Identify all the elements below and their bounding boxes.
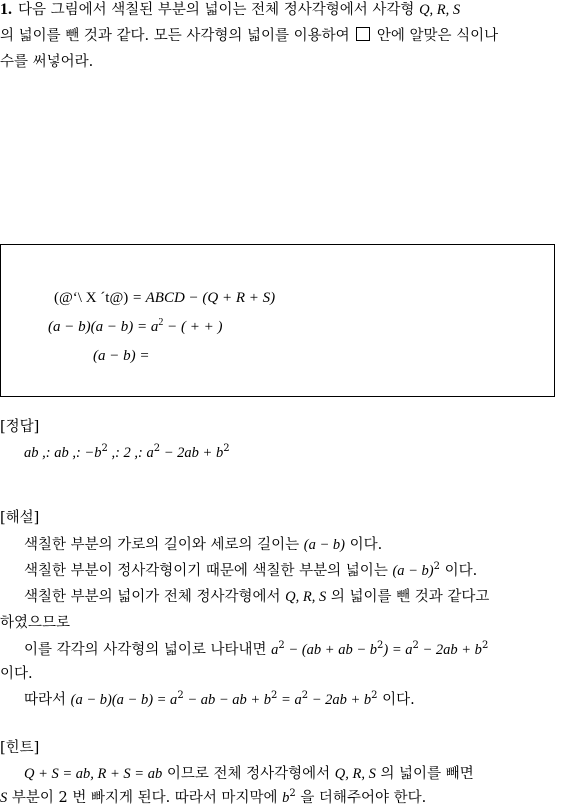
explanation-line-3: 색칠한 부분의 넓이가 전체 정사각형에서 Q, R, S 의 넓이를 뺀 것과 같다고 (24, 589, 490, 605)
equation-2: $(a - b)(a - b) = a^2$ − ( + + ) (48, 317, 223, 335)
hint-line-1: Q + S = ab, R + S = ab 이므로 전체 정사각형에서 Q, R, S 의 넓이를 빼면 (24, 766, 474, 782)
equation-3: (a − b) = (93, 348, 150, 364)
explanation-line-6: 이다. (0, 666, 33, 682)
problem-statement (0, 0, 574, 75)
blank-box-icon (356, 27, 370, 41)
explanation-line-2: 색칠한 부분이 정사각형이기 때문에 색칠한 부분의 넓이는 $(a - b)^2$ 이다. (24, 561, 478, 579)
problem-line-3: 수를 써넣어라. (0, 54, 94, 70)
equation-box (0, 244, 555, 397)
hint-label: [힌트] (0, 740, 40, 756)
explanation-line-5: 이를 각각의 사각형의 넓이로 나타내면 $a^2 - (ab$ + ab − $b^2) = a^2 - 2ab + b^2$ (24, 640, 489, 658)
explanation-line-1: 색칠한 부분의 가로의 길이와 세로의 길이는 (a − b) 이다. (24, 537, 383, 553)
answer-label: [정답] (0, 419, 40, 435)
explanation-label: [해설] (0, 510, 40, 526)
equation-1: (@‘\ X ´t@) = ABCD − (Q + R + S) (54, 290, 276, 306)
hint-line-2: S 부분이 2 번 빠지게 된다. 따라서 마지막에 $b^2$ 을 더해주어야 한다. (0, 788, 427, 806)
problem-line-1: 1. 다음 그림에서 색칠된 부분의 넓이는 전체 정사각형에서 사각형 Q, R, S (0, 1, 461, 18)
problem-line-2: 의 넓이를 뺀 것과 같다. 모든 사각형의 넓이를 이용하여 안에 알맞은 식이나 (0, 28, 499, 44)
explanation-line-4: 하였으므로 (0, 615, 71, 631)
explanation-line-7: 따라서 $(a - b)(a - b) = a^2$ − ab − ab + $b^2 = a^2 - 2ab + b^2$ 이다. (24, 690, 415, 708)
problem-number: 1. (0, 1, 12, 18)
answer-text: ab ,: ab ,: $-b^2$ ,: 2 ,: $a^2 - 2ab + b^2$ (24, 443, 230, 461)
